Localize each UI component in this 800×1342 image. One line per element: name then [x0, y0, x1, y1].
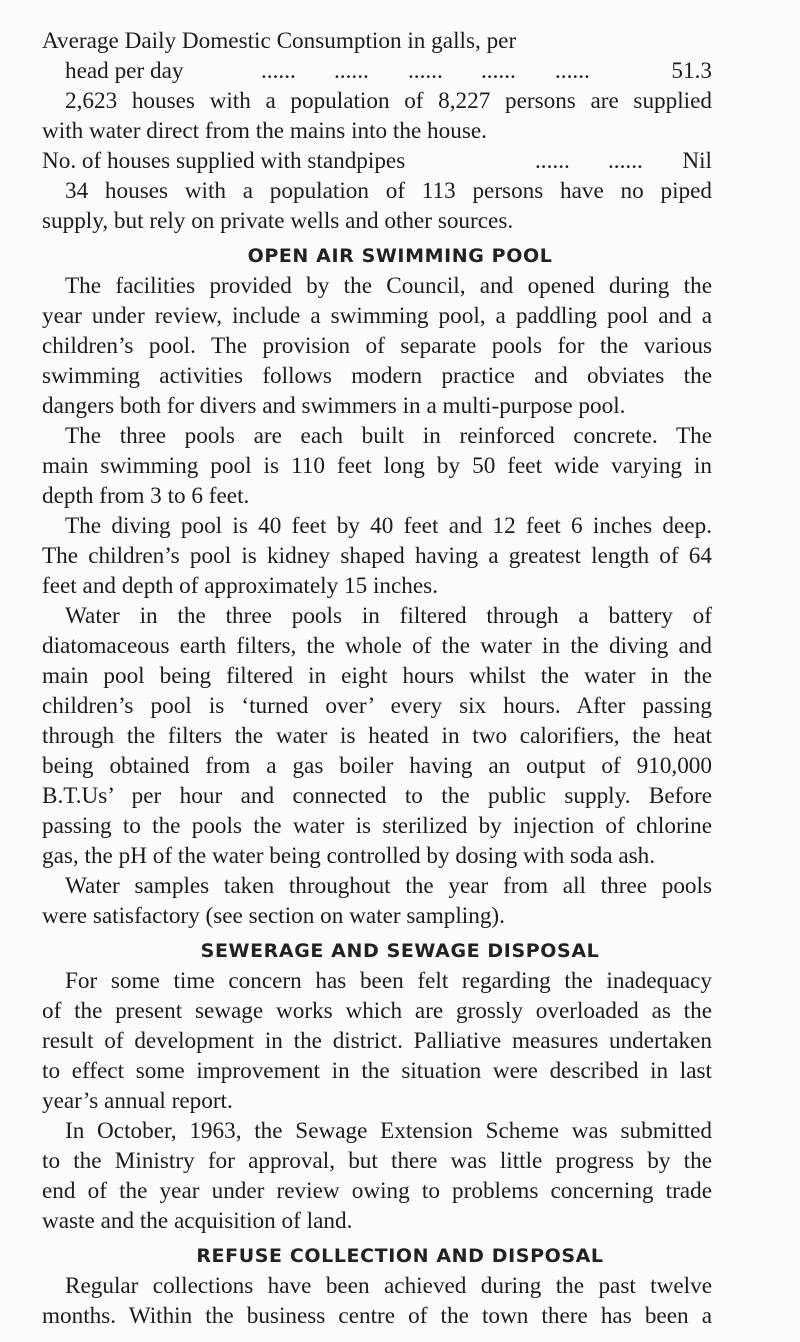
- section-heading-swimming-pool: OPEN AIR SWIMMING POOL: [247, 245, 553, 267]
- body-line: The facilities provided by the Council, and opened during the: [65, 273, 712, 299]
- body-line: Regular collections have been achieved during the past twelve: [65, 1273, 712, 1299]
- consumption-label: Average Daily Domestic Consumption in galls, per: [42, 28, 517, 54]
- body-line: result of development in the district. Palliative measures undertaken: [42, 1028, 712, 1054]
- body-line: children’s pool is ‘turned over’ every six hours. After passing: [42, 693, 712, 719]
- leader-dots: ......: [608, 148, 643, 174]
- leader-dots: ......: [408, 58, 443, 84]
- body-line: diatomaceous earth filters, the whole of the water in the diving and: [42, 633, 712, 659]
- body-line: B.T.Us’ per hour and connected to the public supply. Before: [42, 783, 712, 809]
- standpipes-value: Nil: [682, 148, 712, 174]
- body-line: year’s annual report.: [42, 1088, 233, 1114]
- body-line: with water direct from the mains into the house.: [42, 118, 487, 144]
- body-line: 2,623 houses with a population of 8,227 persons are supplied: [65, 88, 712, 114]
- leader-dots: ......: [481, 58, 516, 84]
- body-line: Water samples taken throughout the year from all three pools: [65, 873, 712, 899]
- body-line: The diving pool is 40 feet by 40 feet and 12 feet 6 inches deep.: [65, 513, 712, 539]
- body-line: The children’s pool is kidney shaped having a greatest length of 64: [42, 543, 712, 569]
- consumption-row: [65, 56, 712, 86]
- body-line: In October, 1963, the Sewage Extension Scheme was submitted: [65, 1118, 712, 1144]
- body-line: dangers both for divers and swimmers in a multi-purpose pool.: [42, 393, 626, 419]
- body-line: For some time concern has been felt regarding the inadequacy: [65, 968, 712, 994]
- body-line: main swimming pool is 110 feet long by 50 feet wide varying in: [42, 453, 712, 479]
- body-line: gas, the pH of the water being controlled by dosing with soda ash.: [42, 843, 656, 869]
- body-line: to effect some improvement in the situation were described in last: [42, 1058, 712, 1084]
- consumption-label-cont: head per day: [65, 58, 184, 84]
- body-line: supply, but rely on private wells and other sources.: [42, 208, 514, 234]
- consumption-value: 51.3: [671, 58, 712, 84]
- body-line: passing to the pools the water is sterilized by injection of chlorine: [42, 813, 712, 839]
- body-line: The three pools are each built in reinforced concrete. The: [65, 423, 712, 449]
- leader-dots: ......: [535, 148, 570, 174]
- standpipes-row: [42, 146, 712, 176]
- leader-dots: ......: [555, 58, 590, 84]
- body-line: children’s pool. The provision of separate pools for the various: [42, 333, 712, 359]
- body-line: Water in the three pools in filtered through a battery of: [65, 603, 712, 629]
- body-line: were satisfactory (see section on water sampling).: [42, 903, 505, 929]
- body-line: main pool being filtered in eight hours whilst the water in the: [42, 663, 712, 689]
- body-line: swimming activities follows modern practice and obviates the: [42, 363, 712, 389]
- body-line: months. Within the business centre of the town there has been a: [42, 1303, 712, 1329]
- body-line: waste and the acquisition of land.: [42, 1208, 353, 1234]
- body-line: feet and depth of approximately 15 inches.: [42, 573, 438, 599]
- body-line: being obtained from a gas boiler having an output of 910,000: [42, 753, 712, 779]
- body-line: through the filters the water is heated in two calorifiers, the heat: [42, 723, 712, 749]
- leader-dots: ......: [261, 58, 296, 84]
- leader-dots: ......: [334, 58, 369, 84]
- body-line: to the Ministry for approval, but there was little progress by the: [42, 1148, 712, 1174]
- section-heading-refuse: REFUSE COLLECTION AND DISPOSAL: [196, 1245, 604, 1267]
- body-line: of the present sewage works which are grossly overloaded as the: [42, 998, 712, 1024]
- standpipes-label: No. of houses supplied with standpipes: [42, 148, 406, 174]
- section-heading-sewerage: SEWERAGE AND SEWAGE DISPOSAL: [200, 940, 600, 962]
- body-line: 34 houses with a population of 113 persons have no piped: [65, 178, 712, 204]
- body-line: end of the year under review owing to problems concerning trade: [42, 1178, 712, 1204]
- body-line: depth from 3 to 6 feet.: [42, 483, 250, 509]
- body-line: year under review, include a swimming pool, a paddling pool and a: [42, 303, 712, 329]
